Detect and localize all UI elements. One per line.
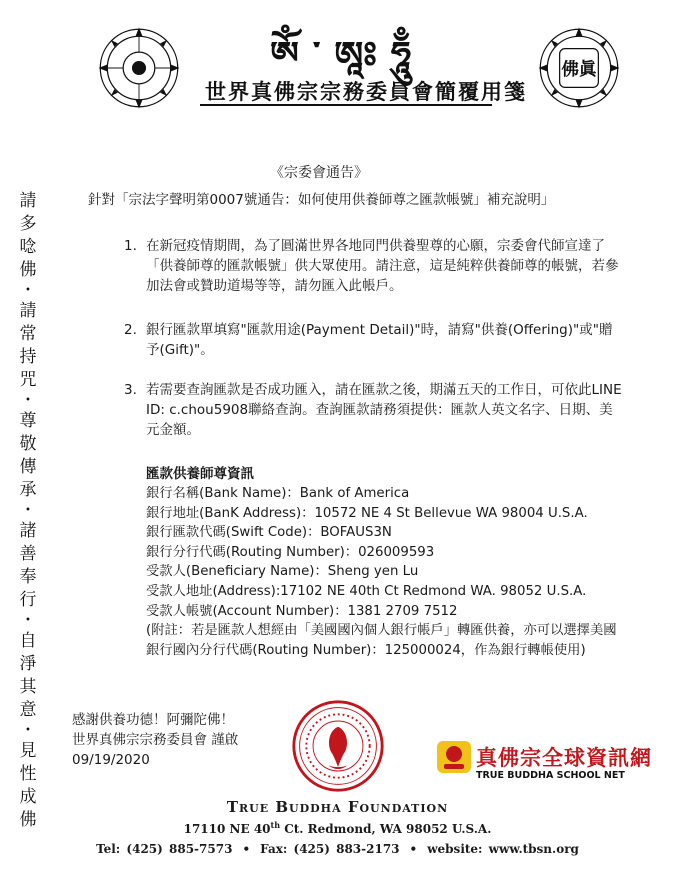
letterhead-title: 世界真佛宗宗務委員會簡覆用箋 — [205, 79, 527, 104]
motto-char: 敬 — [19, 434, 37, 454]
motto-char: 請 — [19, 301, 37, 321]
notice-item-2 — [124, 320, 624, 360]
footer-tel: Tel: (425) 885-7573 — [96, 842, 233, 856]
vertical-motto-column — [14, 190, 42, 832]
footer-website: website: www.tbsn.org — [427, 842, 579, 856]
item-text: 若需要查詢匯款是否成功匯入，請在匯款之後，期滿五天的工作日，可依此LINE ID: c.chou5908聯絡查詢。查詢匯款請務須提供：匯款人英文名字、日期、美元金額。 — [146, 382, 622, 438]
bank-info-title: 匯款供養師尊資訊 — [146, 466, 254, 482]
motto-separator: • — [25, 395, 31, 406]
motto-char: 佛 — [19, 810, 37, 830]
motto-char: 請 — [19, 191, 37, 211]
header-rule — [200, 104, 492, 106]
tbsn-english-name: TRUE BUDDHA SCHOOL NET — [476, 770, 625, 781]
motto-separator: • — [25, 615, 31, 626]
motto-char: 自 — [19, 631, 37, 651]
motto-char: 意 — [19, 700, 37, 720]
motto-char: 佛 — [19, 260, 37, 280]
tbsn-chinese-name: 真佛宗全球資訊網 — [476, 745, 652, 770]
tbsn-logo-icon — [436, 740, 472, 774]
tibetan-syllables: ཨོཾ་ཨཱཿཧཱུྃ — [270, 34, 426, 76]
footer-org-name: True Buddha Foundation — [226, 798, 449, 816]
motto-char: 多 — [19, 214, 37, 234]
footer-address-pre: 17110 NE 40 — [183, 822, 271, 836]
footer-address — [0, 820, 675, 836]
bank-info-block — [146, 484, 626, 660]
bank-address-line: 銀行地址(BanK Address)：10572 NE 4 St Bellevue WA 98004 U.S.A. — [146, 505, 588, 521]
right-seal-text: 佛眞 — [561, 59, 597, 81]
motto-char: 成 — [19, 787, 37, 807]
motto-char: 常 — [19, 324, 37, 344]
item-text: 銀行匯款單填寫"匯款用途(Payment Detail)"時，請寫"供養(Offering)"或"贈予(Gift)"。 — [146, 322, 613, 358]
footer-separator: • — [409, 842, 418, 856]
footer-fax: Fax: (425) 883-2173 — [260, 842, 400, 856]
bank-name-line: 銀行名稱(Bank Name)：Bank of America — [146, 486, 410, 501]
closing-date: 09/19/2020 — [72, 752, 150, 768]
motto-char: 其 — [19, 677, 37, 697]
motto-char: 咒 — [19, 370, 37, 390]
swift-code-line: 銀行匯款代碼(Swift Code)：BOFAUS3N — [146, 525, 392, 541]
motto-separator: • — [25, 285, 31, 296]
motto-char: 見 — [19, 741, 37, 761]
motto-char: 淨 — [19, 654, 37, 674]
motto-char: 尊 — [19, 411, 37, 431]
item-number: 1. — [124, 238, 137, 254]
notice-item-3 — [124, 380, 624, 440]
notice-item-1 — [124, 236, 624, 296]
item-text: 在新冠疫情期間，為了圓滿世界各地同門供養聖尊的心願，宗委會代師宣達了「供養師尊的匯款帳號」供大眾使用。請注意，這是純粹供養師尊的帳號，若參加法會或贊助道場等等，請勿匯入此帳戶。 — [146, 238, 619, 294]
account-number-line: 受款人帳號(Account Number)：1381 2709 7512 — [146, 603, 458, 619]
closing-signature: 世界真佛宗宗務委員會 謹啟 — [72, 732, 239, 748]
footer-address-post: Ct. Redmond, WA 98052 U.S.A. — [280, 822, 492, 836]
beneficiary-address-line: 受款人地址(Address):17102 NE 40th Ct Redmond WA. 98052 U.S.A. — [146, 583, 587, 599]
footer-contact — [0, 842, 675, 856]
motto-separator: • — [25, 505, 31, 516]
motto-char: 諸 — [19, 521, 37, 541]
motto-separator: • — [25, 725, 31, 736]
motto-char: 善 — [19, 544, 37, 564]
motto-char: 性 — [19, 764, 37, 784]
beneficiary-name-line: 受款人(Beneficiary Name)：Sheng yen Lu — [146, 564, 419, 580]
left-lotus-seal — [95, 24, 183, 112]
footer-address-sup: th — [270, 820, 281, 830]
item-number: 2. — [124, 322, 137, 338]
notice-title: 《宗委會通告》 — [270, 165, 368, 181]
right-lotus-seal — [535, 24, 623, 112]
closing-block — [72, 710, 238, 770]
footer-separator: • — [242, 842, 251, 856]
bank-note: (附註：若是匯款人想經由「美國國內個人銀行帳戶」轉匯供養，亦可以選擇美國銀行國內分行代碼(Routing Number)：125000024，作為銀行轉帳使用) — [146, 623, 617, 658]
foundation-stamp — [290, 698, 386, 794]
motto-char: 行 — [19, 590, 37, 610]
notice-subject: 針對「宗法字聲明第0007號通告：如何使用供養師尊之匯款帳號」補充說明」 — [88, 192, 555, 208]
item-number: 3. — [124, 382, 137, 398]
motto-char: 唸 — [19, 237, 37, 257]
motto-char: 持 — [19, 347, 37, 367]
motto-char: 傳 — [19, 457, 37, 477]
motto-char: 奉 — [19, 567, 37, 587]
closing-thanks: 感謝供養功德！阿彌陀佛！ — [72, 712, 234, 728]
routing-number-line: 銀行分行代碼(Routing Number)：026009593 — [146, 544, 435, 560]
motto-char: 承 — [19, 480, 37, 500]
